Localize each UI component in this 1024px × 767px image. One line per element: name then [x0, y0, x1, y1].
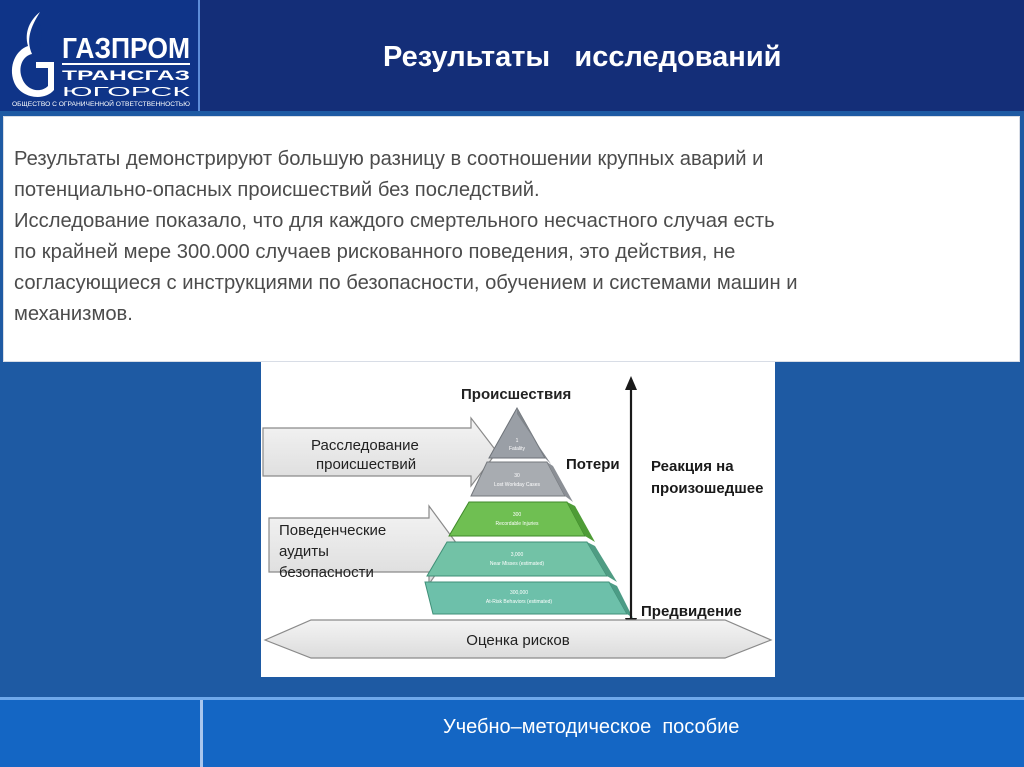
behavior-audit-label-line: аудиты [279, 543, 329, 560]
body-line: по крайней мере 300.000 случаев рискованного поведения, это действия, не [14, 241, 736, 263]
level-desc: At-Risk Behaviors (estimated) [485, 599, 553, 605]
svg-text:ГАЗПРОМ: ГАЗПРОМ [62, 33, 190, 65]
svg-text:ТРАНСГАЗ: ТРАНСГАЗ [62, 67, 191, 83]
body-line: механизмов. [14, 303, 133, 325]
investigation-label-line: Расследование [311, 437, 419, 454]
company-logo [0, 0, 200, 111]
pyramid-level-recordable [449, 502, 585, 536]
level-count: 3,000 [510, 552, 524, 558]
pyramid-level-at-risk [425, 582, 627, 614]
body-line: Исследование показало, что для каждого смертельного несчастного случая есть [14, 210, 775, 232]
svg-text:ОБЩЕСТВО С ОГРАНИЧЕННОЙ ОТВЕТС: ОБЩЕСТВО С ОГРАНИЧЕННОЙ ОТВЕТСТВЕННОСТЬЮ [12, 102, 173, 108]
safety-pyramid-diagram [261, 362, 775, 677]
pyramid-svg [261, 362, 775, 677]
behavior-audit-label-line: безопасности [279, 564, 374, 581]
vertical-double-arrow-icon [625, 376, 637, 632]
behavior-audit-label-line: Поведенческие [279, 522, 387, 539]
text-card [3, 116, 1020, 362]
level-desc: Fatality [508, 446, 526, 452]
level-desc: Lost Workday Cases [493, 482, 541, 488]
pyramid-top-label: Происшествия [461, 386, 572, 403]
level-count: 30 [514, 473, 520, 479]
gazprom-logo-icon [6, 6, 196, 108]
level-desc: Near Misses (estimated) [489, 561, 545, 567]
footer-rule [0, 697, 1024, 700]
risk-assessment-label: Оценка рисков [466, 632, 570, 649]
svg-text:ЮГОРСК: ЮГОРСК [62, 84, 191, 99]
investigation-label-line: происшествий [316, 456, 417, 473]
reaction-label-line: Реакция на [651, 458, 734, 475]
reaction-label-line: произошедшее [651, 480, 764, 497]
losses-label: Потери [566, 456, 620, 473]
slide-footer [0, 697, 1024, 767]
body-line: потенциально-опасных происшествий без последствий. [14, 179, 540, 201]
body-line: согласующиеся с инструкциями по безопасности, обучением и системами машин и [14, 272, 798, 294]
level-count: 300,000 [509, 590, 529, 596]
prediction-label: Предвидение [641, 603, 742, 620]
footer-divider [200, 697, 203, 767]
body-paragraph [14, 144, 1014, 330]
pyramid-level-near-misses [427, 542, 607, 576]
level-count: 300 [512, 512, 522, 518]
level-count: 1 [515, 438, 519, 444]
level-desc: Recordable Injuries [495, 521, 539, 527]
page-title: Результаты исследований [383, 41, 782, 73]
slide-header [0, 0, 1024, 111]
footer-caption: Учебно–методическое пособие [443, 716, 740, 738]
body-line: Результаты демонстрируют большую разницу в соотношении крупных аварий и [14, 148, 764, 170]
